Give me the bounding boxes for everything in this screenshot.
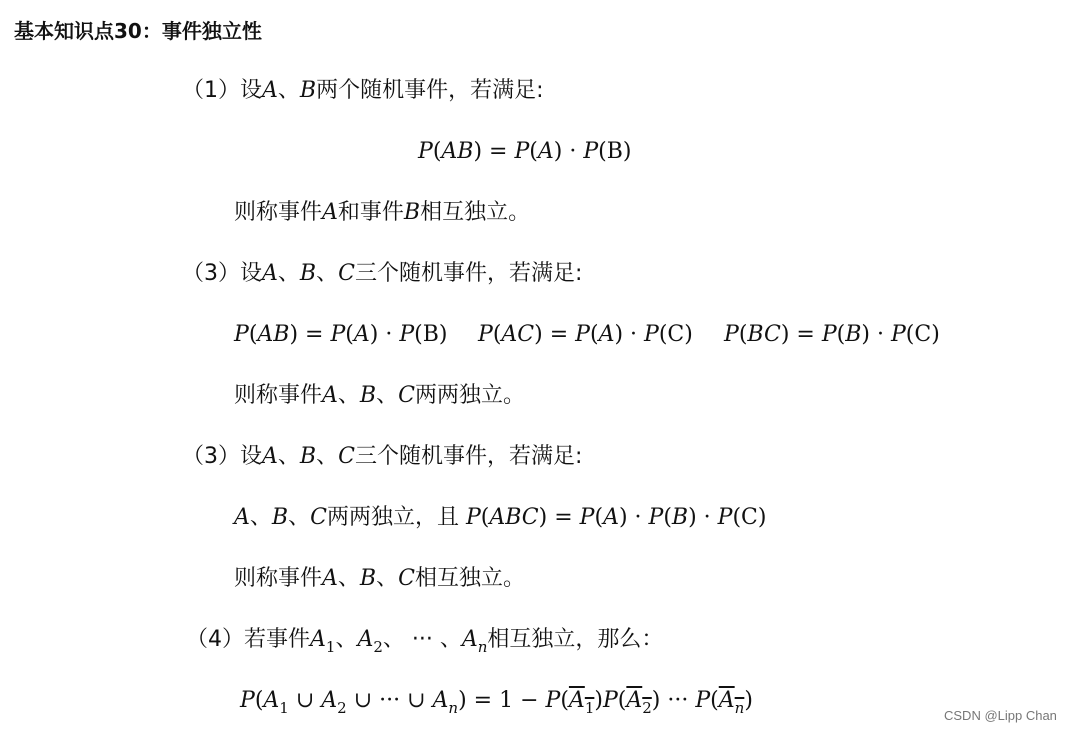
section2-formula-ab: P(AB) = P(A) · P(B) [234, 322, 448, 347]
section2-conclusion: 则称事件A、B、C两两独立。 [234, 383, 525, 408]
section3-conclusion: 则称事件A、B、C相互独立。 [234, 566, 525, 591]
section2-formula-bc: P(BC) = P(B) · P(C) [724, 322, 940, 347]
section3-intro: （3）设A、B、C三个随机事件，若满足: [182, 444, 583, 469]
section4-intro: （4）若事件$A_1$、$A_2$、 ··· 、$A_n$相互独立，那么： [186, 627, 664, 656]
section1-formula: P(AB) = P(A) · P(B) [418, 139, 632, 164]
section2-formula-ac: P(AC) = P(A) · P(C) [478, 322, 693, 347]
section1-intro: （1）设A、B两个随机事件，若满足: [182, 78, 544, 103]
page-title: 基本知识点30：事件独立性 [14, 19, 262, 43]
section4-formula: $P(A_1$ ∪ $A_2$ ∪ ··· ∪ $A_n) = 1 - P(A_1)P(A_2)$ ··· $P(A_n)$ [240, 688, 753, 717]
section2-intro: （3）设A、B、C三个随机事件，若满足: [182, 261, 583, 286]
section3-condition: A、B、C两两独立，且 P(ABC) = P(A) · P(B) · P(C) [234, 505, 767, 530]
section1-conclusion: 则称事件A和事件B相互独立。 [234, 200, 531, 225]
watermark: CSDN @Lipp Chan [944, 708, 1057, 723]
